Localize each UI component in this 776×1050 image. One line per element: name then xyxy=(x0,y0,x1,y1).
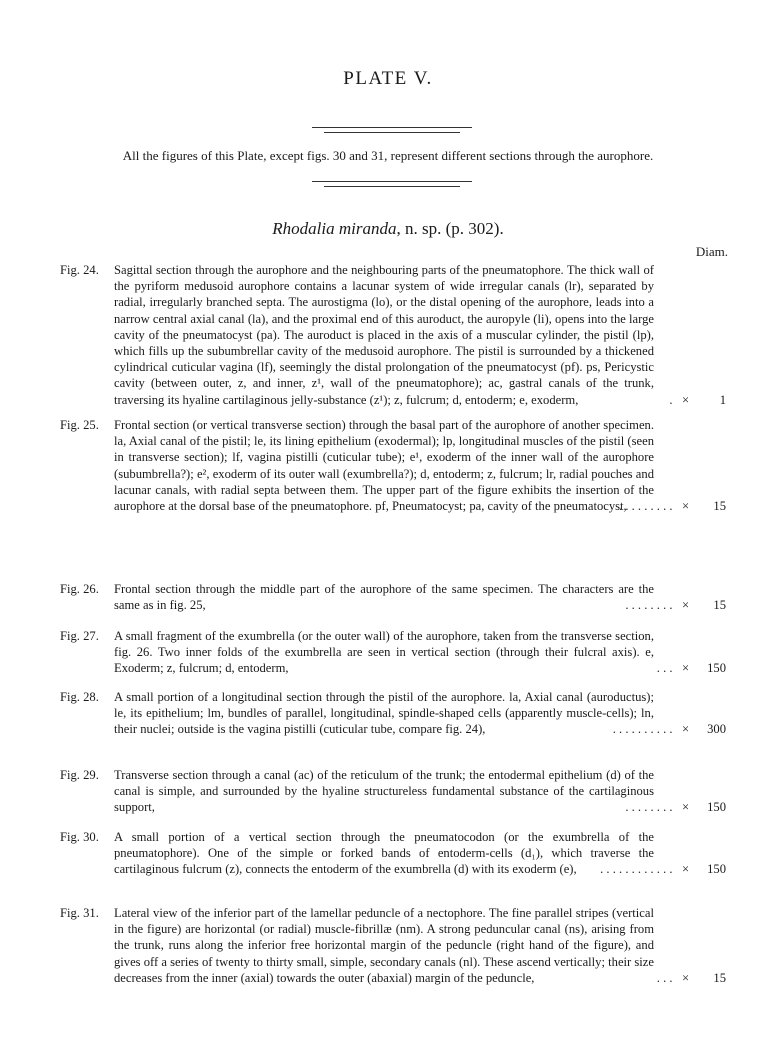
divider-top-short xyxy=(324,132,460,133)
species-suffix: , n. sp. (p. 302). xyxy=(396,219,504,238)
species-heading xyxy=(0,219,776,239)
times-sign: × xyxy=(682,722,690,737)
figure-caption: Frontal section through the middle part of the aurophore of the same specimen. The characters are the same as in fig. 25, xyxy=(114,582,654,613)
magnification-value: 300 xyxy=(707,722,726,737)
figure-label: Fig. 24. xyxy=(60,263,99,277)
figure-caption: Transverse section through a canal (ac) of the reticulum of the trunk; the entodermal epithelium (d) of the canal is simple, and surrounded by the hyaline structureless fundamental substance of the cartilaginous support, xyxy=(114,768,654,815)
leader-dots: . . . xyxy=(656,970,673,985)
figure-entry xyxy=(60,689,726,738)
figure-entry xyxy=(60,581,726,613)
times-sign: × xyxy=(682,499,690,514)
magnification-value: 15 xyxy=(713,598,726,613)
divider-bottom-short xyxy=(324,186,460,187)
figure-entry xyxy=(60,262,726,408)
figure-label: Fig. 27. xyxy=(60,629,99,643)
figure-entry xyxy=(60,767,726,816)
figure-caption: A small fragment of the exumbrella (or the outer wall) of the aurophore, taken from the transverse section, fig. 26. Two inner folds of the exumbrella are seen in vertical section (through their fulcral axis). e, Exoderm; z, fulcrum; d, entoderm, xyxy=(114,629,654,676)
leader-dots: . . . . . . . . xyxy=(625,598,673,613)
leader-dots: . . . . . . . . xyxy=(625,800,673,815)
leader-dots: . xyxy=(669,392,673,407)
figure-magnification xyxy=(613,721,726,737)
leader-dots: . . . xyxy=(656,661,673,676)
magnification-value: 150 xyxy=(707,661,726,676)
leader-dots: . . . . . . . . . . xyxy=(612,722,673,737)
figure-magnification xyxy=(625,799,726,815)
magnification-value: 15 xyxy=(713,499,726,514)
times-sign: × xyxy=(682,392,690,407)
figure-label: Fig. 29. xyxy=(60,768,99,782)
leader-dots: . . . . . . . . . . . . xyxy=(600,862,673,877)
divider-bottom xyxy=(312,181,472,182)
plate-title: PLATE V. xyxy=(343,68,433,89)
magnification-value: 150 xyxy=(707,862,726,877)
times-sign: × xyxy=(682,862,690,877)
figure-magnification xyxy=(657,660,726,676)
times-sign: × xyxy=(682,800,690,815)
leader-dots: . . . . . . . . . xyxy=(619,499,673,514)
figure-magnification xyxy=(619,498,726,514)
magnification-value: 1 xyxy=(719,392,726,407)
figure-caption: Lateral view of the inferior part of the lamellar peduncle of a nectophore. The fine parallel stripes (vertical in the figure) are horizontal (or radial) muscle-fibrillæ (nm). A strong peduncular canal (ns), arising from the trunk, runs along the inferior free horizontal margin of the peduncle (right hand of the figure), and gives off a series of twenty to thirty small, simple, secondary canals (nl). These ascend vertically; their size decreases from the inner (axial) towards the outer (abaxial) margin of the peduncle, xyxy=(114,906,654,985)
figure-caption: A small portion of a vertical section through the pneumatocodon (or the exumbrella of the pneumatophore). One of the simple or forked bands of entoderm-cells (d₁), which traverse the cartilaginous fulcrum (z), connects the entoderm of the exumbrella (d) with its exoderm (e), xyxy=(114,830,654,877)
figure-label: Fig. 28. xyxy=(60,690,99,704)
figure-label: Fig. 26. xyxy=(60,582,99,596)
figure-magnification xyxy=(625,597,726,613)
magnification-value: 150 xyxy=(707,800,726,815)
figure-entry xyxy=(60,905,726,986)
times-sign: × xyxy=(682,598,690,613)
figure-label: Fig. 31. xyxy=(60,906,99,920)
figure-magnification xyxy=(657,970,726,986)
times-sign: × xyxy=(682,970,690,985)
species-name: Rhodalia miranda xyxy=(272,219,397,238)
figure-caption: Frontal section (or vertical transverse section) through the basal part of the aurophore of another specimen. la, Axial canal of the pistil; le, its lining epithelium (exodermal); lp, longitudinal muscles of the pistil (seen in transverse section); lf, vagina pistilli (cuticular tube); e¹, exoderm of the inner wall of the aurophore (subumbrella?); e², exoderm of its outer wall (exumbrella?); d, entoderm; z, fulcrum; lr, radial pouches and lacunar canals, with radial septa between them. The upper part of the figure exhibits the insertion of the aurophore at the dorsal base of the pneumatophore. pf, Pneumatocyst; pa, cavity of the pneumatocyst, xyxy=(114,418,654,514)
figure-magnification xyxy=(669,392,726,408)
times-sign: × xyxy=(682,661,690,676)
figure-entry xyxy=(60,829,726,878)
diam-label: Diam. xyxy=(695,244,728,259)
figure-entry xyxy=(60,417,726,514)
figure-label: Fig. 25. xyxy=(60,418,99,432)
figure-label: Fig. 30. xyxy=(60,830,99,844)
figure-caption: Sagittal section through the aurophore and the neighbouring parts of the pneumatophore. The thick wall of the pyriform medusoid aurophore contains a lacunar system of wide irregular canals (lr), separated by radial, irregularly branched septa. The aurostigma (lo), or the distal opening of the aurophore, leads into a narrow central axial canal (la), and the proximal end of this auroduct, the auropyle (li), opens into the large cavity of the pneumatocyst (pa). The auroduct is placed in the axis of a muscular cylinder, the pistil (lp), which fills up the subumbrellar cavity of the medusoid aurophore. The pistil is surrounded by a thickened cylindrical cuticular vagina (lf), seemingly the distal prolongation of the pneumatocyst (pf). ps, Pericystic cavity (between outer, z, and inner, z¹, wall of the pneumatophore); ac, gastral canals of the trunk, traversing its hyaline cartilaginous jelly-substance (z¹); z, fulcrum; d, entoderm; e, exoderm, xyxy=(114,263,654,407)
figure-magnification xyxy=(600,861,726,877)
figure-caption: A small portion of a longitudinal section through the pistil of the aurophore. la, Axial canal (auroductus); le, its epithelium; lm, bundles of parallel, longitudinal, spindle-shaped cells (apparently muscle-cells); ln, their nuclei; outside is the vagina pistilli (cuticular tube, compare fig. 24), xyxy=(114,690,654,737)
plate-intro: All the figures of this Plate, except figs. 30 and 31, represent different sections through the aurophore. xyxy=(122,148,654,163)
divider-top xyxy=(312,127,472,128)
magnification-value: 15 xyxy=(713,970,726,985)
figure-entry xyxy=(60,628,726,677)
